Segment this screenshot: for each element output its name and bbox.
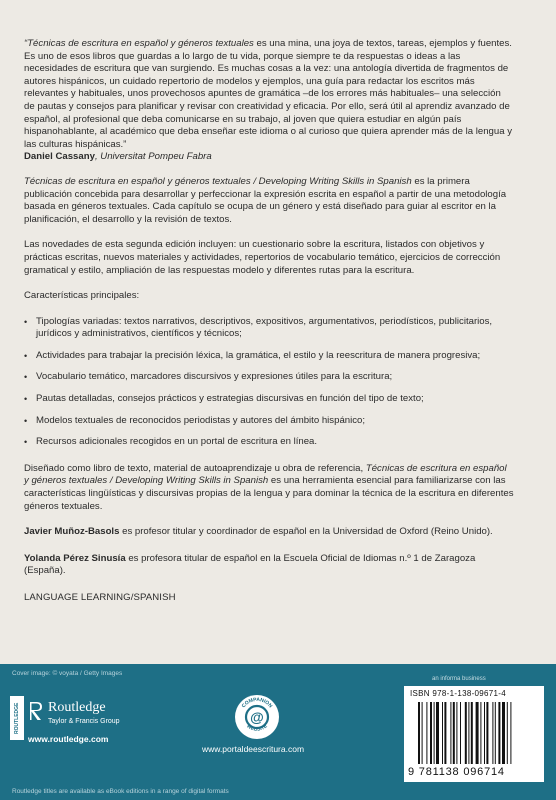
author-name: Javier Muñoz-Basols — [24, 526, 120, 538]
barcode-stripe — [436, 702, 439, 764]
subject-category: LANGUAGE LEARNING/SPANISH — [24, 592, 176, 603]
barcode-stripe — [510, 702, 511, 764]
author-bio-1 — [24, 526, 514, 539]
barcode-stripe — [492, 702, 493, 764]
barcode-stripe — [426, 702, 427, 764]
barcode-stripe — [471, 702, 473, 764]
features-list — [24, 316, 514, 449]
companion-label-top: COMPANION — [240, 696, 274, 710]
barcode-stripe — [480, 702, 481, 764]
companion-url: www.portaldeescritura.com — [202, 744, 305, 754]
svg-text:@: @ — [250, 709, 264, 725]
barcode-stripe — [450, 702, 451, 764]
intro-book-title: Técnicas de escritura en español y géneros textuales / Developing Writing Skills in Spanish — [24, 175, 412, 187]
barcode-stripe — [486, 702, 488, 764]
closing-book-title: Técnicas de escritura en español y géneros textuales / Developing Writing Skills in Spanish — [24, 462, 507, 487]
quote-affiliation: , Universitat Pompeu Fabra — [94, 151, 212, 163]
ebook-note: Routledge titles are available as eBook editions in a range of digital formats — [12, 788, 229, 795]
publisher-url: www.routledge.com — [28, 734, 109, 744]
intro-text: es la primera publicación concebida para desarrollar y perfeccionar la expresión escrita en español a partir de una metodología basada en géneros textuales. Cada capítulo se ocupa de un género y está diseñado para guiar al escritor en la planificación, el desarrollo y la revisión de textos. — [24, 175, 507, 225]
barcode-icon — [418, 702, 536, 764]
cover-image-credit: Cover image: © voyata / Getty Images — [12, 670, 123, 677]
closing-paragraph — [24, 463, 514, 513]
barcode-stripe — [465, 702, 467, 764]
feature-item: • Pautas detalladas, consejos prácticos y estrategias discursivas en función del tipo de texto; — [24, 393, 514, 406]
barcode-stripe — [468, 702, 469, 764]
barcode-stripe — [484, 702, 485, 764]
barcode-stripe — [495, 702, 496, 764]
informa-note: an informa business — [432, 676, 486, 682]
barcode-stripe — [507, 702, 508, 764]
author-name: Yolanda Pérez Sinusía — [24, 552, 126, 564]
barcode-stripe — [476, 702, 479, 764]
barcode-stripe — [444, 702, 446, 764]
routledge-r-icon — [28, 700, 44, 722]
barcode-stripe — [430, 702, 432, 764]
companion-website-icon — [234, 694, 280, 740]
features-heading: Características principales: — [24, 290, 140, 302]
feature-item: • Modelos textuales de reconocidos periodistas y autores del ámbito hispánico; — [24, 415, 514, 428]
publisher-name: Routledge — [48, 700, 106, 715]
feature-item: • Recursos adicionales recogidos en un portal de escritura en línea. — [24, 436, 514, 449]
quote-author: Daniel Cassany — [24, 151, 95, 163]
quote-book-title: “Técnicas de escritura en español y géneros textuales — [24, 38, 254, 49]
closing-text-before: Diseñado como libro de texto, material de autoaprendizaje u obra de referencia, — [24, 462, 366, 474]
barcode-stripe — [453, 702, 455, 764]
barcode-stripe — [422, 702, 423, 764]
endorsement-quote — [24, 38, 514, 164]
routledge-logo — [10, 696, 190, 746]
barcode-number: 9 781138 096714 — [408, 766, 505, 778]
barcode-stripe — [442, 702, 443, 764]
closing-text-after: es una herramienta esencial para familiarizarse con las características lingüísticas y discursivas propias de la lengua y para dominar la técnica de la escritura en diferentes géneros textuales. — [24, 475, 514, 512]
isbn-number: ISBN 978-1-138-09671-4 — [410, 689, 506, 698]
barcode-stripe — [418, 702, 420, 764]
companion-label-bottom: WEBSITE — [245, 723, 269, 733]
barcode-stripe — [456, 702, 457, 764]
author-bio-text: es profesora titular de español en la Escuela Oficial de Idiomas n.º 1 de Zaragoza (España). — [24, 552, 476, 577]
novedades-paragraph: Las novedades de esta segunda edición incluyen: un cuestionario sobre la escritura, listados con objetivos y prácticas escritas, nuevos materiales y actividades, repertorios de vocabulario temático, ejercicios de corrección gramatical y estilo, ampliación de las respuestas modelo y diferentes rutas para la escritura. — [24, 239, 501, 276]
publisher-group: Taylor & Francis Group — [48, 718, 120, 725]
feature-item: • Vocabulario temático, marcadores discursivos y expresiones útiles para la escritura; — [24, 371, 514, 384]
feature-item: • Tipologías variadas: textos narrativos, descriptivos, expositivos, argumentativos, periodísticos, publicitarios, jurídicos y administrativos, científicos y técnicos; — [24, 316, 514, 341]
intro-paragraph — [24, 176, 514, 226]
author-bio-text: es profesor titular y coordinador de español en la Universidad de Oxford (Reino Unido). — [119, 526, 493, 538]
author-bio-2 — [24, 553, 514, 578]
isbn-barcode — [404, 686, 544, 782]
barcode-stripe — [502, 702, 505, 764]
publisher-footer — [0, 664, 556, 800]
barcode-stripe — [460, 702, 461, 764]
routledge-emblem: ROUTLEDGE — [10, 696, 24, 740]
back-cover-text — [24, 38, 514, 605]
barcode-stripe — [498, 702, 500, 764]
quote-text: es una mina, una joya de textos, tareas, ejemplos y fuentes. Es uno de esos libros que guardas a lo largo de tu vida, porque siempre te da respuestas o ideas a las necesidades de escritura que van surgiendo. Es muchas cosas a la vez: una antología divertida de fragmentos de autores hispánicos, un cuidado repertorio de modelos y ejemplos, una guía para redactar los escritos más relevantes y habituales, unos provechosos apuntes de gramática –de los errores más habituales– una selección de pautas y consejos para planificar y revisar con creatividad y eficacia. Por ello, será útil al aprendiz avanzado de español, al profesional que deba comunicarse en su trabajo, al joven que quiera estudiar en algún país hispanohablante, al académico que deba enseñar este idioma o al curioso que quiera aprender más de la lengua y las culturas hispánicas.” — [24, 38, 513, 150]
barcode-stripe — [434, 702, 435, 764]
feature-item: • Actividades para trabajar la precisión léxica, la gramática, el estilo y la reescritura de manera progresiva; — [24, 350, 514, 363]
